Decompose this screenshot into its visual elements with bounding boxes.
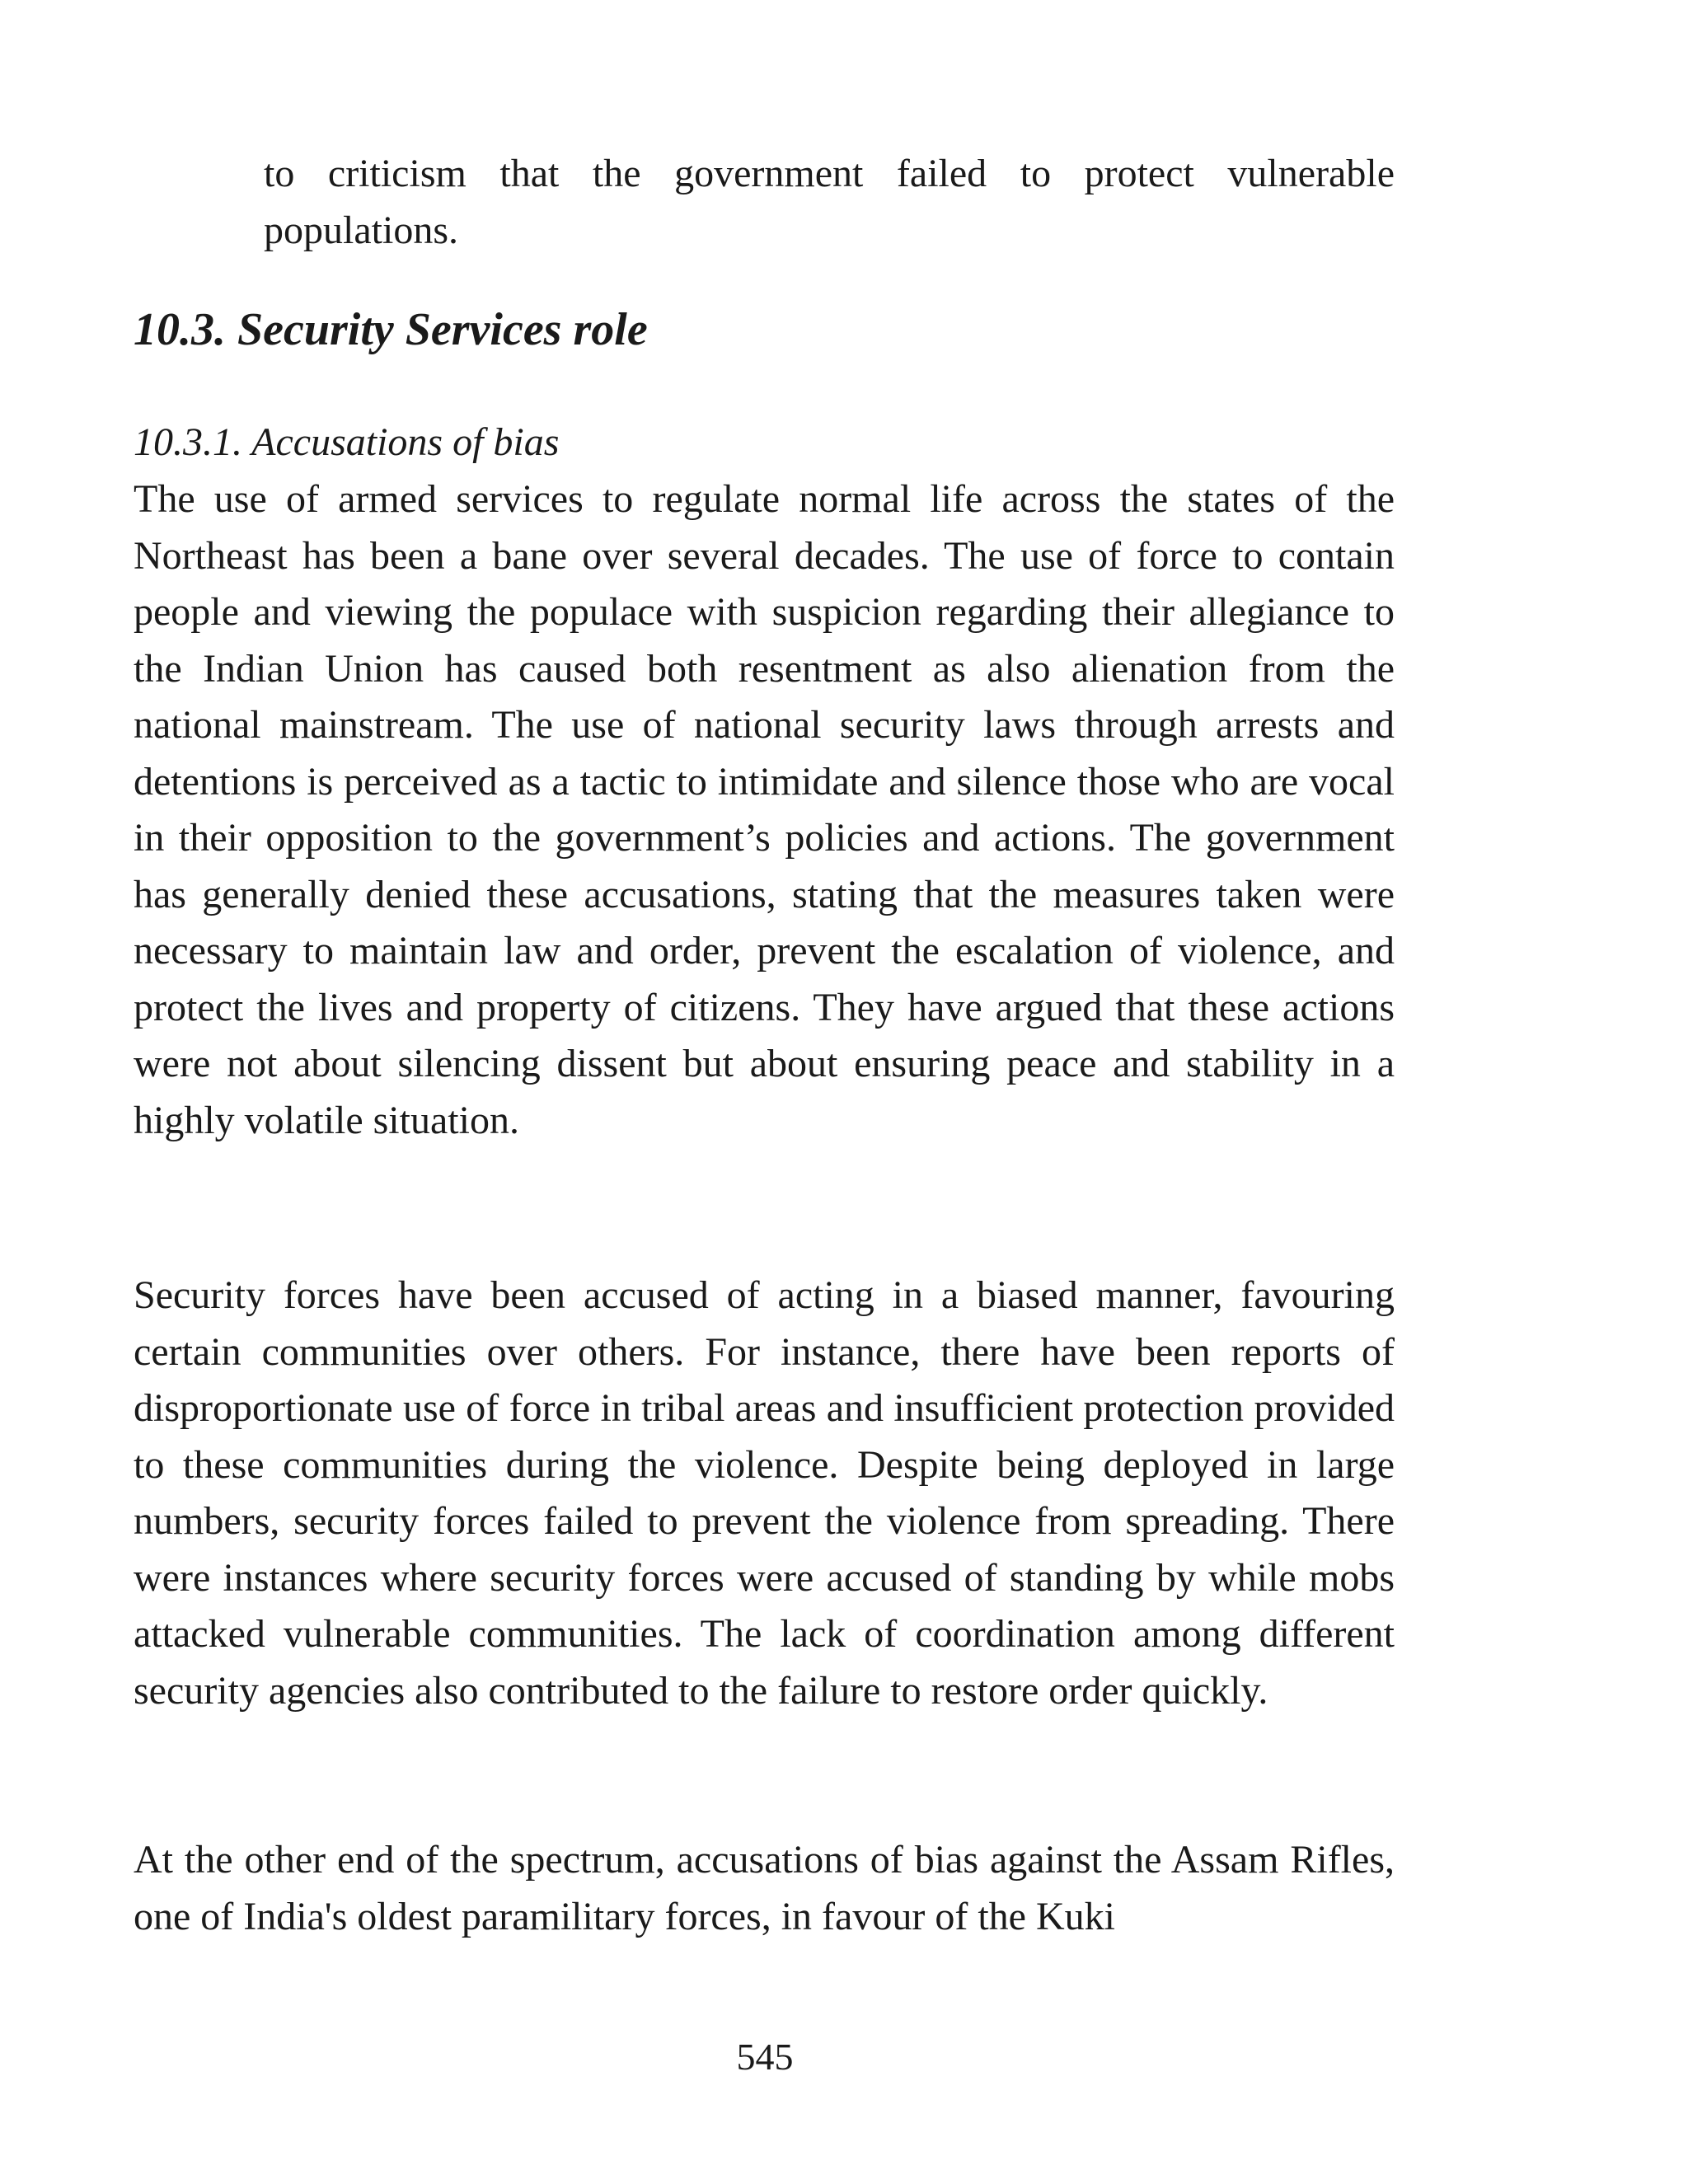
body-paragraph: At the other end of the spectrum, accusations of bias against the Assam Rifles, one of India's oldest paramilitary forces, in favour of the Kuki <box>134 1838 1395 1938</box>
subsection-heading: 10.3.1. Accusations of bias <box>134 420 560 464</box>
continuation-paragraph: to criticism that the government failed to protect vulnerable populations. <box>264 152 1395 252</box>
body-paragraph: Security forces have been accused of acting in a biased manner, favouring certain communities over others. For instance, there have been reports of disproportionate use of force in tribal areas and insufficient protection provided to these communities during the violence. Despite being deployed in large numbers, security forces failed to prevent the violence from spreading. There were instances where security forces were accused of standing by while mobs attacked vulnerable communities. The lack of coordination among different security agencies also contributed to the failure to restore order quickly. <box>134 1273 1395 1713</box>
body-paragraph: The use of armed services to regulate normal life across the states of the Northeast has been a bane over several decades. The use of force to contain people and viewing the populace with suspicion regarding their allegiance to the Indian Union has caused both resentment as also alienation from the national mainstream. The use of national security laws through arrests and detentions is perceived as a tactic to intimidate and silence those who are vocal in their opposition to the government’s policies and actions. The government has generally denied these accusations, stating that the measures taken were necessary to maintain law and order, prevent the escalation of violence, and protect the lives and property of citizens. They have argued that these actions were not about silencing dissent but about ensuring peace and stability in a highly volatile situation. <box>134 477 1395 1142</box>
page-number: 545 <box>736 2036 794 2078</box>
section-heading: 10.3. Security Services role <box>134 304 648 355</box>
